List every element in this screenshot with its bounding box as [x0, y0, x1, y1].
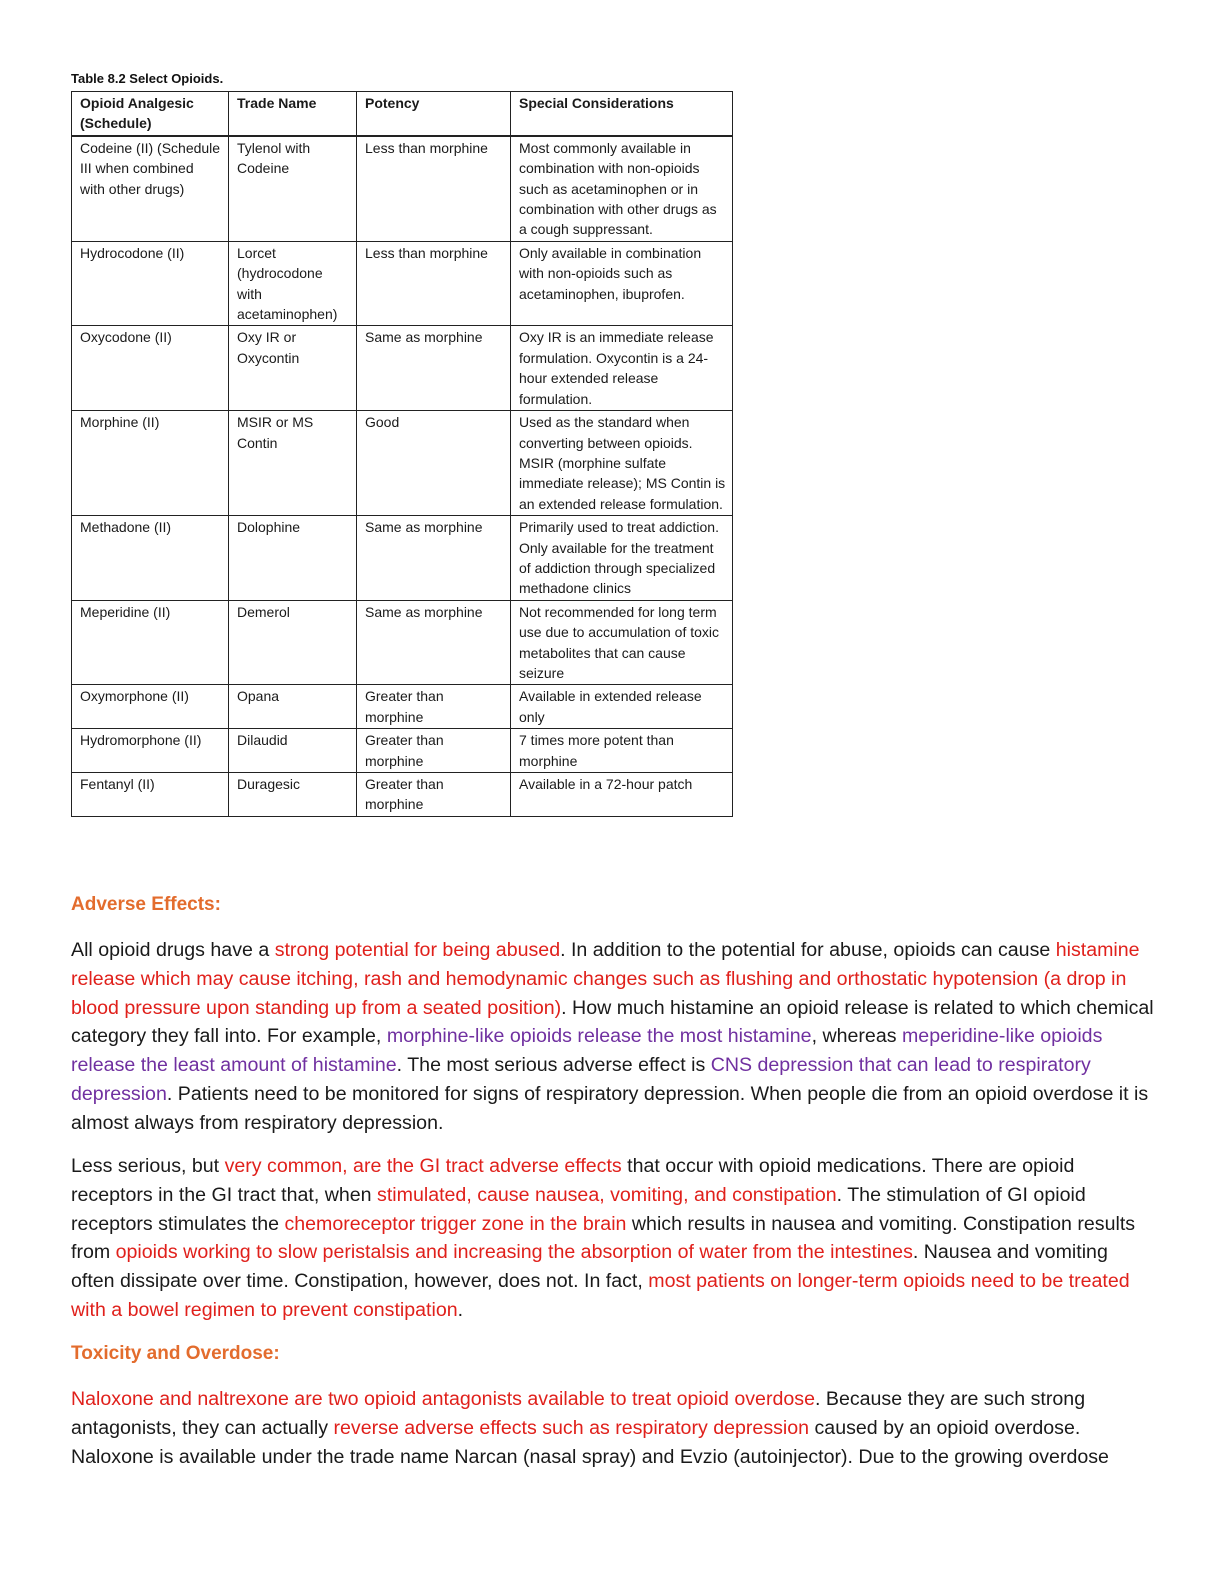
highlight-red: opioids working to slow peristalsis and increasing the absorption of water from the intestines: [115, 1241, 913, 1264]
toxicity-heading: Toxicity and Overdose:: [71, 1343, 280, 1364]
cell-opioid: Fentanyl (II): [72, 773, 229, 817]
table-row: [72, 136, 733, 242]
cell-considerations: 7 times more potent than morphine: [511, 729, 733, 773]
highlight-red: chemoreceptor trigger zone in the brain: [284, 1212, 627, 1235]
highlight-red: Naloxone and naltrexone are two opioid antagonists available to treat opioid overdose: [71, 1388, 815, 1410]
table-row: [72, 773, 733, 817]
cell-considerations: Most commonly available in combination with non-opioids such as acetaminophen or in combination with other drugs as a cough suppressant.: [511, 136, 733, 242]
cell-opioid: Codeine (II) (Schedule III when combined with other drugs): [72, 136, 229, 242]
highlight-red: histamine release which may cause itching, rash and hemodynamic changes such as flushing and orthostatic hypotension (a drop in blood pressure upon standing up from a seated position): [71, 939, 1140, 1019]
text-run: . In addition to the potential for abuse, opioids can cause: [560, 939, 1056, 961]
cell-trade-name: Duragesic: [229, 773, 357, 817]
text-run: that occur with opioid medications. There are opioid receptors in the GI tract that, when: [71, 1155, 1075, 1206]
cell-considerations: Available in extended release only: [511, 685, 733, 729]
cell-opioid: Oxymorphone (II): [72, 685, 229, 729]
toxicity-paragraph-1: [71, 1385, 1156, 1471]
col-header-potency: Potency: [357, 92, 511, 136]
text-run: which results in nausea and vomiting. Constipation results from: [71, 1212, 1136, 1264]
highlight-red: very common, are the GI tract adverse effects: [224, 1155, 622, 1177]
highlight-red: most patients on longer-term opioids need to be treated with a bowel regimen to prevent constipation: [71, 1270, 1130, 1321]
col-header-considerations: Special Considerations: [511, 92, 733, 136]
table-row: [72, 729, 733, 773]
cell-opioid: Oxycodone (II): [72, 326, 229, 411]
cell-trade-name: Oxy IR or Oxycontin: [229, 326, 357, 411]
cell-opioid: Morphine (II): [72, 411, 229, 516]
highlight-purple: meperidine-like opioids release the least amount of histamine: [71, 1025, 1103, 1077]
cell-trade-name: Tylenol with Codeine: [229, 136, 357, 242]
cell-opioid: Hydromorphone (II): [72, 729, 229, 773]
cell-trade-name: Opana: [229, 685, 357, 729]
cell-opioid: Hydrocodone (II): [72, 241, 229, 326]
adverse-effects-paragraph-2: [71, 1152, 1156, 1325]
cell-considerations: Not recommended for long term use due to accumulation of toxic metabolites that can cause seizure: [511, 600, 733, 685]
adverse-effects-heading: Adverse Effects:: [71, 894, 221, 915]
cell-trade-name: Dilaudid: [229, 729, 357, 773]
table-caption: Table 8.2 Select Opioids.: [71, 71, 224, 86]
cell-potency: Same as morphine: [357, 516, 511, 601]
highlight-red: strong potential for being abused: [274, 939, 561, 961]
text-run: caused by an opioid overdose. Naloxone is available under the trade name Narcan (nasal spray) and Evzio (autoinjector). Due to the growing overdose: [71, 1416, 1109, 1468]
text-run: Less serious, but: [71, 1155, 225, 1177]
text-run: . Because they are such strong antagonists, they can actually: [71, 1388, 1086, 1439]
cell-trade-name: Lorcet (hydrocodone with acetaminophen): [229, 241, 357, 326]
highlight-purple: morphine-like opioids release the most histamine: [386, 1025, 812, 1048]
table-row: [72, 326, 733, 411]
text-run: . The most serious adverse effect is: [396, 1054, 711, 1077]
cell-opioid: Meperidine (II): [72, 600, 229, 685]
cell-potency: Greater than morphine: [357, 685, 511, 729]
cell-opioid: Methadone (II): [72, 516, 229, 601]
text-run: . Patients need to be monitored for signs of respiratory depression. When people die from an opioid overdose it is almost always from respiratory depression.: [71, 1082, 1149, 1134]
cell-considerations: Oxy IR is an immediate release formulation. Oxycontin is a 24-hour extended release formulation.: [511, 326, 733, 411]
cell-considerations: Only available in combination with non-opioids such as acetaminophen, ibuprofen.: [511, 241, 733, 326]
table-row: [72, 600, 733, 685]
cell-considerations: Used as the standard when converting between opioids. MSIR (morphine sulfate immediate release); MS Contin is an extended release formulation.: [511, 411, 733, 516]
adverse-effects-paragraph-1: [71, 936, 1156, 1138]
table-row: [72, 685, 733, 729]
text-run: . How much histamine an opioid release is related to which chemical category they fall into. For example,: [71, 996, 1154, 1048]
cell-trade-name: Dolophine: [229, 516, 357, 601]
cell-potency: Less than morphine: [357, 136, 511, 242]
cell-trade-name: Demerol: [229, 600, 357, 685]
col-header-trade-name: Trade Name: [229, 92, 357, 136]
text-run: . Nausea and vomiting often dissipate over time. Constipation, however, does not. In fact,: [71, 1241, 1108, 1293]
opioids-table: [71, 91, 733, 817]
cell-trade-name: MSIR or MS Contin: [229, 411, 357, 516]
text-run: , whereas: [811, 1025, 902, 1048]
cell-potency: Same as morphine: [357, 600, 511, 685]
table-header-row: [72, 92, 733, 136]
cell-potency: Greater than morphine: [357, 729, 511, 773]
text-run: .: [457, 1298, 464, 1321]
col-header-opioid: Opioid Analgesic (Schedule): [72, 92, 229, 136]
table-row: [72, 241, 733, 326]
table-row: [72, 516, 733, 601]
highlight-red: stimulated, cause nausea, vomiting, and constipation: [377, 1183, 837, 1206]
text-run: . The stimulation of GI opioid receptors stimulates the: [71, 1183, 1086, 1235]
text-run: All opioid drugs have a: [71, 939, 275, 961]
cell-potency: Less than morphine: [357, 241, 511, 326]
highlight-red: reverse adverse effects such as respiratory depression: [333, 1416, 810, 1439]
cell-potency: Good: [357, 411, 511, 516]
cell-potency: Greater than morphine: [357, 773, 511, 817]
cell-considerations: Available in a 72-hour patch: [511, 773, 733, 817]
highlight-purple: CNS depression that can lead to respiratory depression: [71, 1054, 1091, 1105]
cell-potency: Same as morphine: [357, 326, 511, 411]
table-row: [72, 411, 733, 516]
cell-considerations: Primarily used to treat addiction. Only available for the treatment of addiction through specialized methadone clinics: [511, 516, 733, 601]
